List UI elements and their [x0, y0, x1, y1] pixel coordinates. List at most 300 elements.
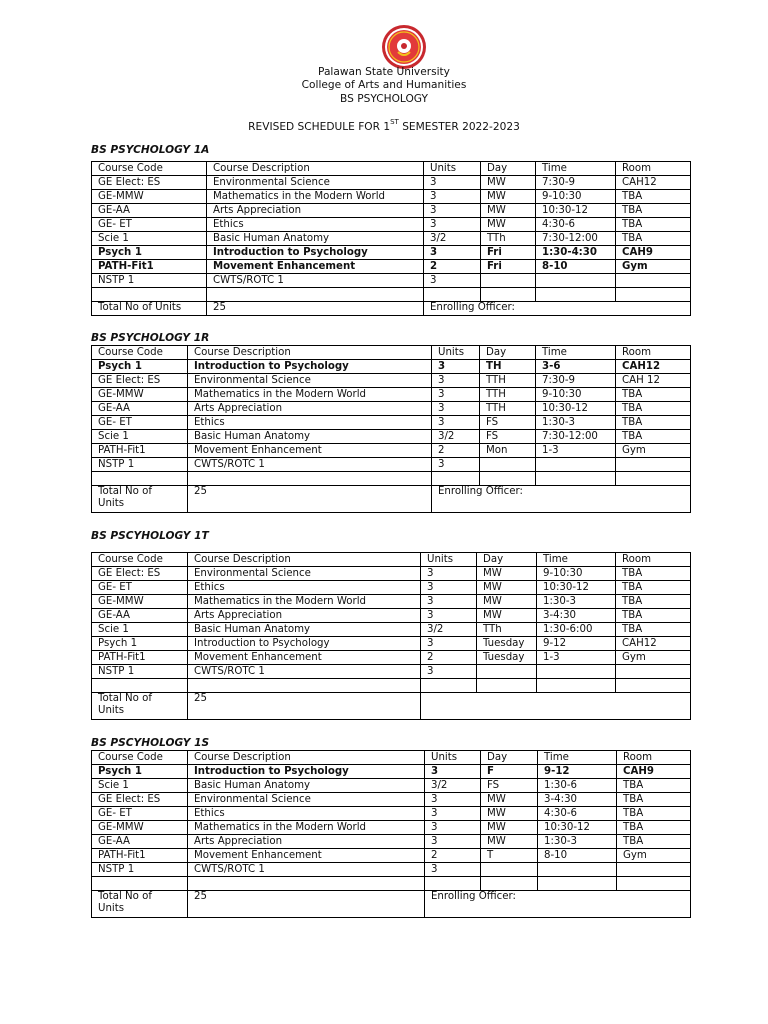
table-cell: TBA — [616, 416, 691, 430]
table-cell: 7:30-9 — [536, 176, 616, 190]
table-cell: 3 — [421, 581, 477, 595]
table-cell: Scie 1 — [92, 623, 188, 637]
table-cell: 9-10:30 — [536, 388, 616, 402]
table-cell: Introduction to Psychology — [188, 360, 432, 374]
table-cell: MW — [481, 821, 538, 835]
table-cell: TBA — [616, 623, 691, 637]
table-cell: Arts Appreciation — [188, 835, 425, 849]
table-cell: Basic Human Anatomy — [188, 430, 432, 444]
table-cell: 3 — [432, 458, 480, 472]
table-cell: 3 — [424, 176, 481, 190]
enrolling-officer — [421, 693, 691, 720]
table-header-row — [92, 751, 691, 765]
table-cell: T — [481, 849, 538, 863]
table-cell: 3 — [424, 274, 481, 288]
table-cell: GE-MMW — [92, 595, 188, 609]
table-cell — [537, 679, 616, 693]
table-cell: Basic Human Anatomy — [188, 623, 421, 637]
table-cell: Tuesday — [477, 651, 537, 665]
table-cell: TTh — [481, 232, 536, 246]
table-row — [92, 581, 691, 595]
table-cell: 8-10 — [536, 260, 616, 274]
total-units: 25 — [207, 302, 424, 316]
table-cell — [538, 863, 617, 877]
table-cell: MW — [477, 567, 537, 581]
table-cell: CAH12 — [616, 637, 691, 651]
total-label: Total No of Units — [92, 891, 188, 918]
table-cell: Scie 1 — [92, 232, 207, 246]
schedule-title: REVISED SCHEDULE FOR 1ST SEMESTER 2022-2023 — [248, 118, 520, 133]
table-cell: GE-AA — [92, 402, 188, 416]
table-cell: Basic Human Anatomy — [188, 779, 425, 793]
table-cell: Time — [537, 553, 616, 567]
table-row — [92, 374, 691, 388]
table-cell: Room — [616, 553, 691, 567]
table-cell: TBA — [616, 581, 691, 595]
schedule-table — [91, 552, 691, 720]
total-label: Total No of Units — [92, 693, 188, 720]
table-cell: 3 — [425, 835, 481, 849]
table-cell: 3 — [425, 765, 481, 779]
table-cell: Ethics — [207, 218, 424, 232]
table-cell: 4:30-6 — [538, 807, 617, 821]
table-cell: Fri — [481, 246, 536, 260]
table-row — [92, 835, 691, 849]
table-cell: 1:30-6:00 — [537, 623, 616, 637]
table-cell: 3 — [432, 416, 480, 430]
table-cell: 3 — [425, 793, 481, 807]
table-cell: CAH12 — [616, 176, 691, 190]
table-cell: Day — [481, 751, 538, 765]
table-cell: MW — [481, 793, 538, 807]
table-cell: CAH9 — [616, 246, 691, 260]
table-cell: Course Code — [92, 553, 188, 567]
table-cell — [617, 863, 691, 877]
table-cell: 3 — [425, 863, 481, 877]
table-cell: F — [481, 765, 538, 779]
total-row — [92, 891, 691, 918]
table-cell — [481, 288, 536, 302]
table-cell: 3 — [424, 204, 481, 218]
table-cell: 3 — [421, 567, 477, 581]
table-cell — [421, 679, 477, 693]
table-cell: GE-AA — [92, 204, 207, 218]
table-cell: CWTS/ROTC 1 — [188, 863, 425, 877]
table-cell: CAH 12 — [616, 374, 691, 388]
table-cell: Scie 1 — [92, 430, 188, 444]
total-row — [92, 693, 691, 720]
table-cell: Psych 1 — [92, 360, 188, 374]
table-cell: 10:30-12 — [538, 821, 617, 835]
table-cell: Units — [425, 751, 481, 765]
section-label: BS PSYCHOLOGY 1A — [91, 144, 210, 156]
table-cell — [616, 274, 691, 288]
table-cell: MW — [481, 807, 538, 821]
table-cell: 7:30-12:00 — [536, 232, 616, 246]
table-cell: TBA — [616, 430, 691, 444]
table-cell: Room — [616, 346, 691, 360]
table-cell — [188, 679, 421, 693]
table-cell: GE- ET — [92, 581, 188, 595]
col-header: Time — [536, 162, 616, 176]
total-row — [92, 486, 691, 513]
table-cell: Basic Human Anatomy — [207, 232, 424, 246]
table-cell: 3 — [432, 388, 480, 402]
table-cell: Mathematics in the Modern World — [188, 821, 425, 835]
table-cell: NSTP 1 — [92, 665, 188, 679]
table-cell: GE- ET — [92, 807, 188, 821]
table-cell — [537, 665, 616, 679]
table-row — [92, 176, 691, 190]
table-cell — [536, 472, 616, 486]
table-cell — [480, 458, 536, 472]
table-cell: 1:30-4:30 — [536, 246, 616, 260]
col-header: Course Code — [92, 162, 207, 176]
table-cell: 3 — [421, 665, 477, 679]
table-cell: Tuesday — [477, 637, 537, 651]
table-cell: NSTP 1 — [92, 458, 188, 472]
table-cell: 4:30-6 — [536, 218, 616, 232]
table-cell: Course Code — [92, 751, 188, 765]
table-cell: 3-4:30 — [537, 609, 616, 623]
table-cell: Day — [480, 346, 536, 360]
table-cell: Course Description — [188, 346, 432, 360]
table-cell: Mathematics in the Modern World — [188, 388, 432, 402]
table-row — [92, 793, 691, 807]
table-row — [92, 360, 691, 374]
table-cell — [616, 288, 691, 302]
table-cell: PATH-Fit1 — [92, 444, 188, 458]
table-cell: 1:30-3 — [538, 835, 617, 849]
table-row — [92, 637, 691, 651]
total-units: 25 — [188, 693, 421, 720]
table-row — [92, 651, 691, 665]
total-units: 25 — [188, 486, 432, 513]
table-cell: Movement Enhancement — [188, 849, 425, 863]
university-name: Palawan State University — [318, 66, 450, 78]
table-cell — [616, 679, 691, 693]
table-row — [92, 623, 691, 637]
table-cell — [536, 274, 616, 288]
table-row — [92, 190, 691, 204]
table-cell: MW — [481, 204, 536, 218]
table-cell: CAH9 — [617, 765, 691, 779]
table-cell: TBA — [617, 835, 691, 849]
table-cell: 7:30-9 — [536, 374, 616, 388]
table-cell: 2 — [425, 849, 481, 863]
table-row — [92, 863, 691, 877]
table-cell: TBA — [616, 218, 691, 232]
blank-row — [92, 288, 691, 302]
table-cell: PATH-Fit1 — [92, 260, 207, 274]
table-cell: Gym — [617, 849, 691, 863]
table-row — [92, 232, 691, 246]
table-cell: PATH-Fit1 — [92, 651, 188, 665]
table-cell — [536, 288, 616, 302]
table-cell: 3 — [432, 360, 480, 374]
university-seal-logo — [381, 24, 427, 70]
table-cell — [424, 288, 481, 302]
schedule-table — [91, 161, 691, 316]
table-cell — [92, 877, 188, 891]
table-row — [92, 458, 691, 472]
table-cell: 3 — [421, 609, 477, 623]
table-cell: MW — [481, 190, 536, 204]
table-cell: 9-12 — [537, 637, 616, 651]
table-cell: 3 — [425, 821, 481, 835]
table-cell: Movement Enhancement — [188, 444, 432, 458]
table-cell: Environmental Science — [188, 793, 425, 807]
table-cell — [481, 877, 538, 891]
table-cell — [477, 679, 537, 693]
col-header: Day — [481, 162, 536, 176]
table-row — [92, 204, 691, 218]
table-cell: MW — [477, 581, 537, 595]
table-cell — [617, 877, 691, 891]
table-cell: 3/2 — [421, 623, 477, 637]
total-label: Total No of Units — [92, 302, 207, 316]
table-cell: 10:30-12 — [537, 581, 616, 595]
table-cell: 1-3 — [536, 444, 616, 458]
table-cell: TBA — [616, 190, 691, 204]
table-cell: Movement Enhancement — [207, 260, 424, 274]
table-cell: Psych 1 — [92, 637, 188, 651]
table-cell: 1:30-3 — [536, 416, 616, 430]
table-cell: Time — [538, 751, 617, 765]
table-cell: MW — [477, 595, 537, 609]
table-cell — [616, 665, 691, 679]
table-cell: Mon — [480, 444, 536, 458]
table-row — [92, 402, 691, 416]
table-row — [92, 779, 691, 793]
table-cell: Gym — [616, 260, 691, 274]
table-cell: Course Code — [92, 346, 188, 360]
table-cell: FS — [480, 416, 536, 430]
table-cell: 3 — [432, 374, 480, 388]
table-cell: TBA — [616, 402, 691, 416]
table-cell: GE-AA — [92, 835, 188, 849]
table-cell — [481, 863, 538, 877]
total-label: Total No of Units — [92, 486, 188, 513]
table-cell — [616, 458, 691, 472]
table-cell: Gym — [616, 651, 691, 665]
table-cell: Gym — [616, 444, 691, 458]
table-cell: GE- ET — [92, 218, 207, 232]
table-row — [92, 595, 691, 609]
table-row — [92, 807, 691, 821]
schedule-table — [91, 345, 691, 513]
table-cell: Ethics — [188, 807, 425, 821]
table-cell: TBA — [616, 204, 691, 218]
table-cell: TBA — [617, 807, 691, 821]
table-cell: 3 — [421, 637, 477, 651]
table-row — [92, 765, 691, 779]
table-cell: MW — [481, 218, 536, 232]
table-cell: GE Elect: ES — [92, 567, 188, 581]
table-cell: TTh — [477, 623, 537, 637]
table-header-row — [92, 346, 691, 360]
table-cell: 3-4:30 — [538, 793, 617, 807]
table-cell: Fri — [481, 260, 536, 274]
table-cell: Movement Enhancement — [188, 651, 421, 665]
table-cell — [481, 274, 536, 288]
table-cell: Mathematics in the Modern World — [188, 595, 421, 609]
table-cell: TBA — [617, 793, 691, 807]
table-cell: MW — [481, 176, 536, 190]
table-cell: 3 — [424, 190, 481, 204]
table-cell: 2 — [424, 260, 481, 274]
table-row — [92, 274, 691, 288]
table-cell: 7:30-12:00 — [536, 430, 616, 444]
table-cell — [538, 877, 617, 891]
table-cell — [188, 472, 432, 486]
table-cell: 3 — [424, 218, 481, 232]
table-row — [92, 444, 691, 458]
table-cell: FS — [481, 779, 538, 793]
table-row — [92, 246, 691, 260]
table-cell: GE-MMW — [92, 821, 188, 835]
table-cell: Environmental Science — [207, 176, 424, 190]
table-cell: TBA — [616, 567, 691, 581]
table-cell: Arts Appreciation — [188, 402, 432, 416]
table-cell: TBA — [617, 779, 691, 793]
total-units: 25 — [188, 891, 425, 918]
table-cell: 1:30-3 — [537, 595, 616, 609]
table-cell: 3/2 — [432, 430, 480, 444]
table-row — [92, 388, 691, 402]
table-cell: Environmental Science — [188, 567, 421, 581]
table-cell: Arts Appreciation — [188, 609, 421, 623]
table-cell: GE-MMW — [92, 190, 207, 204]
blank-row — [92, 679, 691, 693]
blank-row — [92, 877, 691, 891]
table-cell — [480, 472, 536, 486]
college-name: College of Arts and Humanities — [301, 79, 467, 91]
table-row — [92, 849, 691, 863]
table-cell — [92, 472, 188, 486]
table-cell: Units — [421, 553, 477, 567]
table-row — [92, 430, 691, 444]
table-cell: Psych 1 — [92, 765, 188, 779]
col-header: Course Description — [207, 162, 424, 176]
table-cell: TTH — [480, 388, 536, 402]
table-cell: Introduction to Psychology — [188, 637, 421, 651]
table-cell: GE Elect: ES — [92, 793, 188, 807]
table-cell: 3/2 — [425, 779, 481, 793]
table-cell: 9-10:30 — [536, 190, 616, 204]
table-header-row — [92, 553, 691, 567]
table-cell: 9-12 — [538, 765, 617, 779]
table-cell: CWTS/ROTC 1 — [188, 665, 421, 679]
table-cell — [616, 472, 691, 486]
table-cell: Introduction to Psychology — [207, 246, 424, 260]
table-cell: Scie 1 — [92, 779, 188, 793]
table-cell: NSTP 1 — [92, 863, 188, 877]
table-cell: 2 — [421, 651, 477, 665]
table-cell — [425, 877, 481, 891]
table-cell: GE Elect: ES — [92, 374, 188, 388]
table-cell: 10:30-12 — [536, 402, 616, 416]
table-cell: FS — [480, 430, 536, 444]
table-cell: Room — [617, 751, 691, 765]
table-cell: TBA — [617, 821, 691, 835]
table-cell: Units — [432, 346, 480, 360]
table-cell: TBA — [616, 388, 691, 402]
enrolling-officer: Enrolling Officer: — [424, 302, 691, 316]
table-cell: TBA — [616, 232, 691, 246]
table-cell — [477, 665, 537, 679]
table-row — [92, 218, 691, 232]
table-row — [92, 821, 691, 835]
table-cell: CAH12 — [616, 360, 691, 374]
enrolling-officer: Enrolling Officer: — [425, 891, 691, 918]
table-row — [92, 416, 691, 430]
program-name: BS PSYCHOLOGY — [340, 93, 428, 105]
table-cell: TBA — [616, 609, 691, 623]
table-header-row — [92, 162, 691, 176]
table-cell: Environmental Science — [188, 374, 432, 388]
table-cell: 9-10:30 — [537, 567, 616, 581]
table-cell: GE-AA — [92, 609, 188, 623]
table-cell: 3-6 — [536, 360, 616, 374]
table-cell: PATH-Fit1 — [92, 849, 188, 863]
table-cell: 8-10 — [538, 849, 617, 863]
col-header: Room — [616, 162, 691, 176]
table-cell: Ethics — [188, 581, 421, 595]
blank-row — [92, 472, 691, 486]
table-cell: Course Description — [188, 553, 421, 567]
table-row — [92, 609, 691, 623]
table-cell: 3 — [421, 595, 477, 609]
table-cell: 1:30-6 — [538, 779, 617, 793]
table-cell: MW — [481, 835, 538, 849]
table-cell: Mathematics in the Modern World — [207, 190, 424, 204]
table-cell — [536, 458, 616, 472]
table-cell: MW — [477, 609, 537, 623]
table-cell: 3/2 — [424, 232, 481, 246]
table-cell: CWTS/ROTC 1 — [207, 274, 424, 288]
table-cell: CWTS/ROTC 1 — [188, 458, 432, 472]
table-cell — [92, 679, 188, 693]
table-cell: Day — [477, 553, 537, 567]
table-cell: TTH — [480, 374, 536, 388]
table-cell: Arts Appreciation — [207, 204, 424, 218]
table-cell: TTH — [480, 402, 536, 416]
table-cell: 3 — [425, 807, 481, 821]
table-cell: Ethics — [188, 416, 432, 430]
table-cell: Psych 1 — [92, 246, 207, 260]
section-label: BS PSCYHOLOGY 1S — [91, 737, 210, 749]
col-header: Units — [424, 162, 481, 176]
table-cell: 2 — [432, 444, 480, 458]
enrolling-officer: Enrolling Officer: — [432, 486, 691, 513]
table-cell — [92, 288, 207, 302]
table-cell: GE-MMW — [92, 388, 188, 402]
table-cell — [432, 472, 480, 486]
section-label: BS PSYCHOLOGY 1R — [91, 332, 210, 344]
total-row — [92, 302, 691, 316]
table-cell: 1-3 — [537, 651, 616, 665]
table-cell: TH — [480, 360, 536, 374]
table-row — [92, 260, 691, 274]
section-label: BS PSCYHOLOGY 1T — [91, 530, 209, 542]
table-row — [92, 665, 691, 679]
table-cell: Course Description — [188, 751, 425, 765]
table-cell: Time — [536, 346, 616, 360]
table-row — [92, 567, 691, 581]
table-cell: TBA — [616, 595, 691, 609]
table-cell: 3 — [432, 402, 480, 416]
